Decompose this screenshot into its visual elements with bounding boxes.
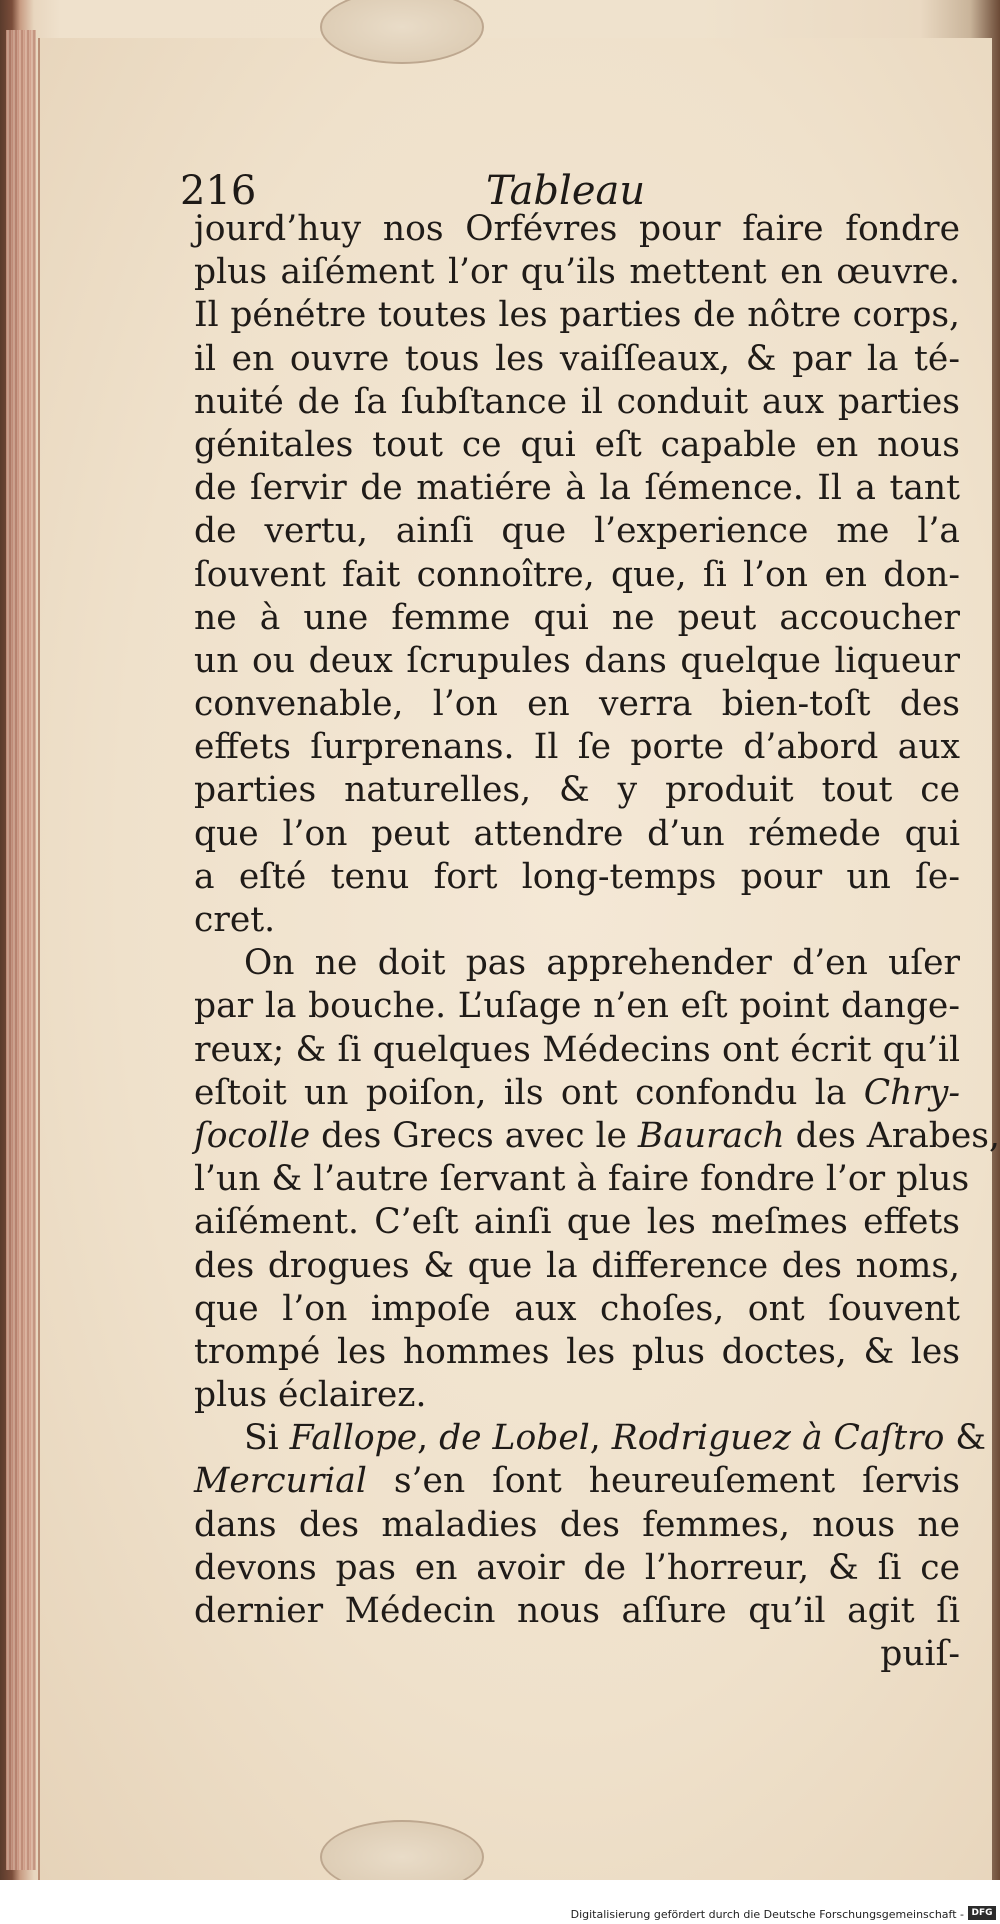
text-line: il en ouvre tous les vaiſſeaux, & par la té- bbox=[194, 338, 960, 379]
text-line: génitales tout ce qui eſt capable en nous bbox=[194, 424, 960, 465]
text-line: un ou deux ſcrupules dans quelque liqueur bbox=[194, 640, 960, 681]
text-segment: des Grecs avec le bbox=[310, 1115, 638, 1156]
text-line: l’un & l’autre ſervant à faire fondre l’or plus bbox=[194, 1159, 970, 1200]
text-line: parties naturelles, & y produit tout ce bbox=[194, 770, 960, 811]
text-line: de ſervir de matiére à la ſémence. Il a tant bbox=[194, 468, 960, 509]
text-line: devons pas en avoir de l’horreur, & ſi ce bbox=[194, 1547, 960, 1588]
text-line: trompé les hommes les plus doctes, & les bbox=[194, 1331, 960, 1372]
italic-term: Baurach bbox=[637, 1115, 785, 1156]
text-line: nuité de ſa ſubſtance il conduit aux parties bbox=[194, 381, 960, 422]
italic-term: Chry- bbox=[863, 1072, 960, 1113]
italic-term: ſocolle bbox=[194, 1115, 311, 1156]
text-line: effets ſurprenans. Il ſe porte d’abord aux bbox=[194, 727, 960, 768]
text-line: que l’on impoſe aux choſes, ont ſouvent bbox=[194, 1288, 960, 1329]
italic-name: Rodriguez à Caſtro bbox=[611, 1418, 945, 1459]
text-line: aiſément. C’eſt ainſi que les meſmes effets bbox=[194, 1202, 960, 1243]
italic-name: Mercurial bbox=[194, 1461, 367, 1502]
text-line: ne à une femme qui ne peut accoucher bbox=[194, 597, 960, 638]
text-line: ſouvent fait connoître, que, ſi l’on en don- bbox=[194, 554, 960, 595]
text-line: dernier Médecin nous aſſure qu’il agit ſi bbox=[194, 1591, 960, 1631]
dfg-logo: DFG bbox=[968, 1906, 996, 1920]
text-line bbox=[194, 1115, 1000, 1158]
text-line bbox=[194, 1072, 960, 1115]
text-segment: eſtoit un poiſon, ils ont confondu la bbox=[194, 1072, 864, 1113]
text-line: des drogues & que la difference des noms, bbox=[194, 1245, 960, 1286]
text-line: que l’on peut attendre d’un rémede qui bbox=[194, 813, 960, 854]
text-line: plus aiſément l’or qu’ils mettent en œuvre. bbox=[194, 252, 960, 293]
text-line: convenable, l’on en verra bien-toſt des bbox=[194, 684, 960, 725]
page-number: 216 bbox=[180, 168, 257, 214]
text-line: cret. bbox=[194, 900, 276, 940]
text-line bbox=[194, 1460, 960, 1503]
text-line: dans des maladies des femmes, nous ne bbox=[194, 1504, 960, 1545]
text-line: reux; & ſi quelques Médecins ont écrit qu’il bbox=[194, 1029, 960, 1070]
text-line: a eſté tenu fort long-temps pour un ſe- bbox=[194, 856, 960, 897]
italic-name: Fallope bbox=[289, 1418, 418, 1459]
text-line: de vertu, ainſi que l’experience me l’a bbox=[194, 511, 960, 552]
catchword: puiſ- bbox=[880, 1634, 960, 1675]
text-segment: , bbox=[417, 1418, 440, 1459]
running-title: Tableau bbox=[486, 168, 646, 214]
text-segment: & bbox=[944, 1418, 987, 1459]
text-segment: Si bbox=[244, 1418, 290, 1459]
text-line: par la bouche. L’uſage n’en eſt point dange- bbox=[194, 986, 960, 1027]
text-line: plus éclairez. bbox=[194, 1375, 427, 1416]
text-line: Il pénétre toutes les parties de nôtre corps, bbox=[194, 295, 960, 336]
body-text bbox=[194, 208, 1000, 1676]
text-line: jourd’huy nos Orfévres pour faire fondre bbox=[194, 209, 960, 249]
paragraph-start bbox=[194, 1417, 987, 1460]
digitization-credit: Digitalisierung gefördert durch die Deutsche Forschungsgemeinschaft - bbox=[570, 1908, 964, 1921]
text-segment: des Arabes, bbox=[784, 1115, 1000, 1156]
italic-name: de Lobel bbox=[439, 1418, 590, 1459]
paragraph-start: On ne doit pas apprehender d’en uſer bbox=[244, 943, 960, 984]
text-segment: s’en ſont heureuſement ſervis bbox=[366, 1461, 960, 1502]
page-edges bbox=[6, 30, 36, 1870]
text-segment: , bbox=[589, 1418, 612, 1459]
